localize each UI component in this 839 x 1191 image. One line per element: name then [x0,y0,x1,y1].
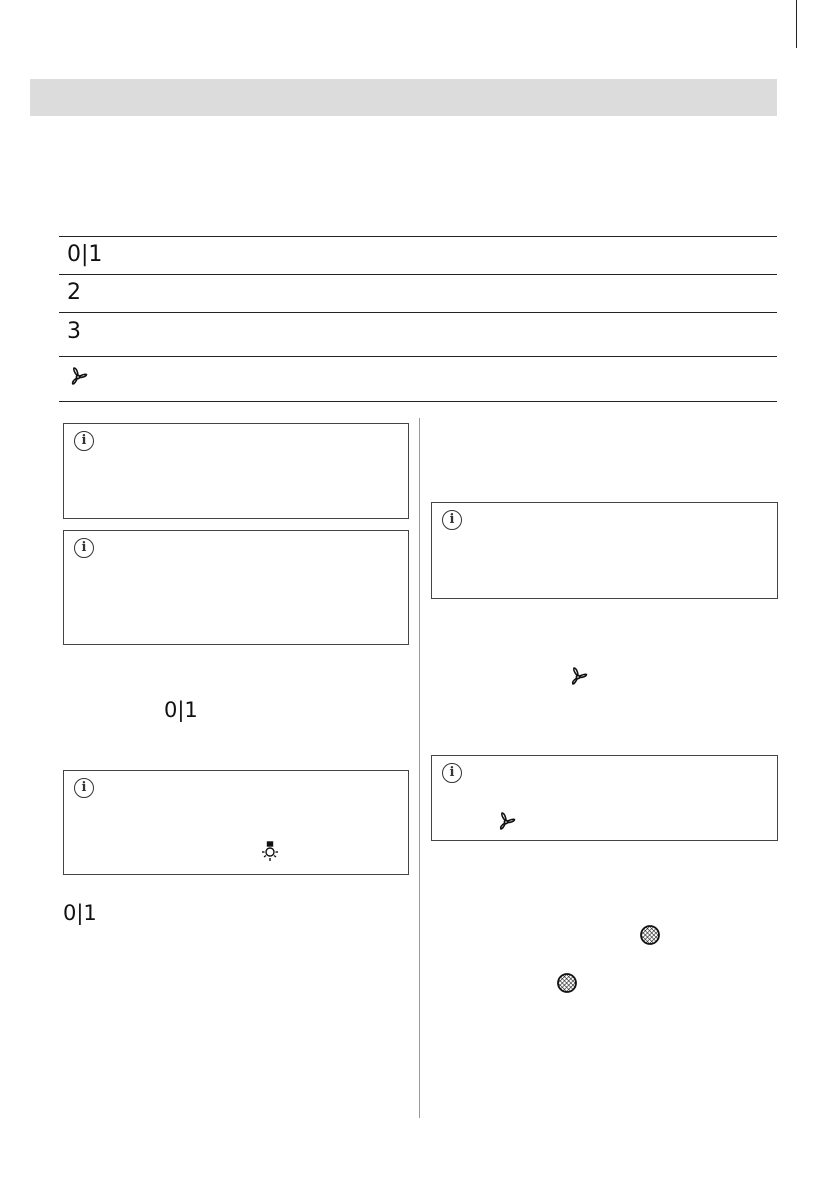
table-row [59,236,777,274]
filter-icon [556,972,578,998]
fan-icon [567,665,589,691]
fan-icon [67,365,89,391]
power-symbol: 0|1 [63,901,97,925]
info-note [63,770,409,875]
crop-mark [796,0,797,48]
info-icon: i [74,538,94,558]
section-header-bar [30,79,777,116]
info-note [63,423,409,519]
column-divider [419,418,420,1118]
speed-3-symbol: 3 [67,319,81,344]
power-symbol: 0|1 [67,242,103,267]
controls-table [59,236,777,402]
fan-icon [495,810,517,836]
info-note [431,502,778,599]
info-icon: i [74,431,94,451]
info-icon: i [74,778,94,798]
info-note [431,755,778,841]
info-icon: i [442,510,462,530]
table-row [59,312,777,356]
table-row [59,356,777,402]
power-symbol: 0|1 [164,698,198,722]
light-icon [260,841,280,867]
table-row [59,274,777,312]
filter-icon [639,924,661,950]
speed-2-symbol: 2 [67,280,81,305]
info-note [63,530,409,645]
info-icon: i [442,763,462,783]
